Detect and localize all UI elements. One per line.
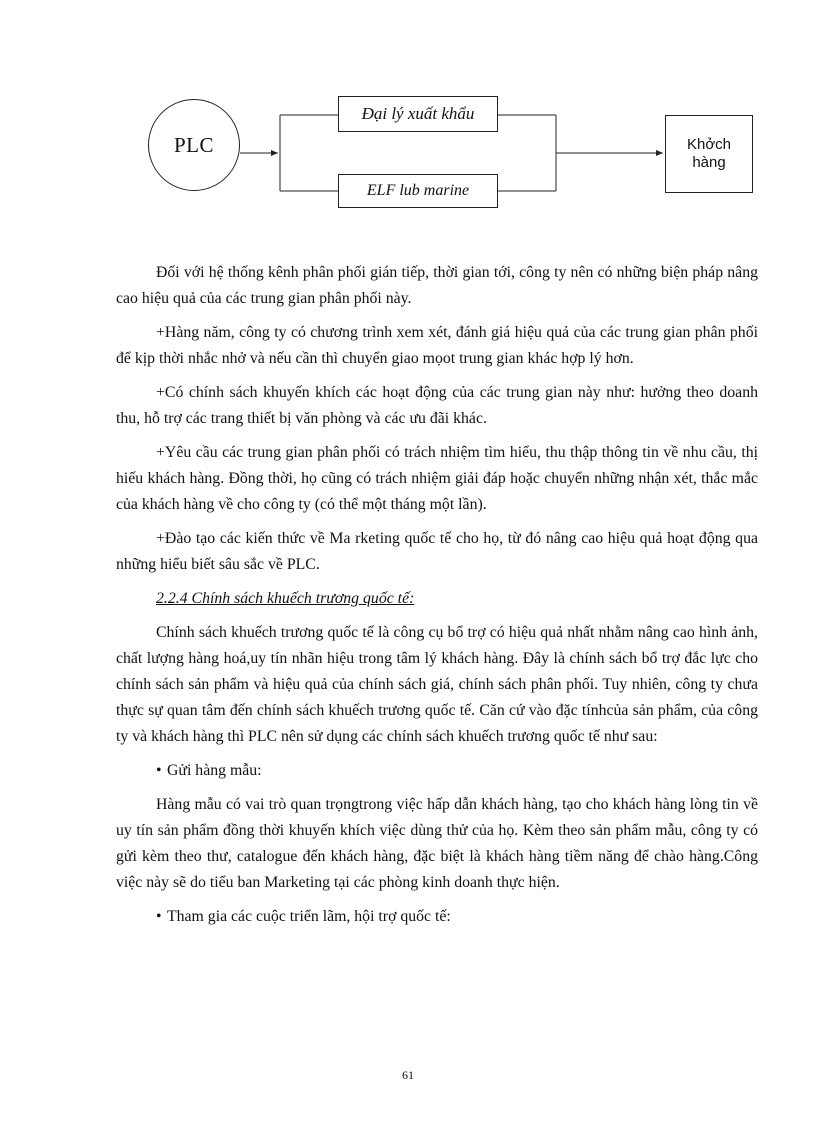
section-heading: 2.2.4 Chính sách khuếch trương quốc tế: [156, 590, 415, 607]
bullet-text: Gửi hàng mẫu: [167, 762, 262, 779]
bullet-text: Tham gia các cuộc triển lãm, hội trợ quốc tế: [167, 908, 451, 925]
bullet-icon: • [156, 908, 162, 925]
distribution-diagram [140, 88, 760, 223]
bullet-item [116, 758, 758, 784]
customer-node: Khởch hàng [665, 115, 753, 193]
document-body [116, 260, 758, 938]
paragraph: Đối với hệ thống kênh phân phối gián tiếp, thời gian tới, công ty nên có những biện pháp nâng cao hiệu quả của các trung gian phân phối này. [116, 264, 758, 307]
paragraph: +Hàng năm, công ty có chương trình xem xét, đánh giá hiệu quả của các trung gian phân phối để kịp thời nhắc nhở và nếu cần thì chuyển giao mọot trung gian khác hợp lý hơn. [116, 324, 758, 367]
plc-node: PLC [148, 99, 240, 191]
paragraph: +Có chính sách khuyến khích các hoạt động của các trung gian này như: hưởng theo doanh thu, hỗ trợ các trang thiết bị văn phòng và các ưu đãi khác. [116, 384, 758, 427]
bullet-item [116, 904, 758, 930]
paragraph: +Đào tạo các kiến thức về Ma rketing quốc tế cho họ, từ đó nâng cao hiệu quả hoạt động qua những hiểu biết sâu sắc về PLC. [116, 530, 758, 573]
paragraph: Hàng mẫu có vai trò quan trọngtrong việc hấp dẫn khách hàng, tạo cho khách hàng lòng tin về uy tín sản phẩm đồng thời khuyến khích việc dùng thử của họ. Kèm theo sản phẩm mẫu, công ty có gửi kèm theo thư, catalogue đến khách hàng, đặc biệt là khách hàng tiềm năng để chào hàng.Công việc này sẽ do tiểu ban Marketing tại các phòng kinh doanh thực hiện. [116, 796, 758, 891]
bullet-icon: • [156, 762, 162, 779]
elf-lub-marine-node: ELF lub marine [338, 174, 498, 208]
paragraph: +Yêu cầu các trung gian phân phối có trách nhiệm tìm hiểu, thu thập thông tin về nhu cầu, thị hiếu khách hàng. Đồng thời, họ cũng có trách nhiệm giải đáp hoặc chuyển những nhận xét, thắc mắc của khách hàng về cho công ty (có thể một tháng một lần). [116, 444, 758, 513]
page-number: 61 [402, 1068, 414, 1082]
paragraph: Chính sách khuếch trương quốc tế là công cụ bổ trợ có hiệu quả nhất nhằm nâng cao hình ảnh, chất lượng hàng hoá,uy tín nhãn hiệu trong tâm lý khách hàng. Đây là chính sách bổ trợ đắc lực cho chính sách sản phẩm và hiệu quả của chính sách giá, chính sách phân phối. Tuy nhiên, công ty chưa thực sự quan tâm đến chính sách khuếch trương quốc tế. Căn cứ vào đặc tínhcủa sản phẩm, của công ty và khách hàng thì PLC nên sử dụng các chính sách khuếch trương quốc tế như sau: [116, 624, 758, 745]
export-agent-node: Đại lý xuất khẩu [338, 96, 498, 132]
